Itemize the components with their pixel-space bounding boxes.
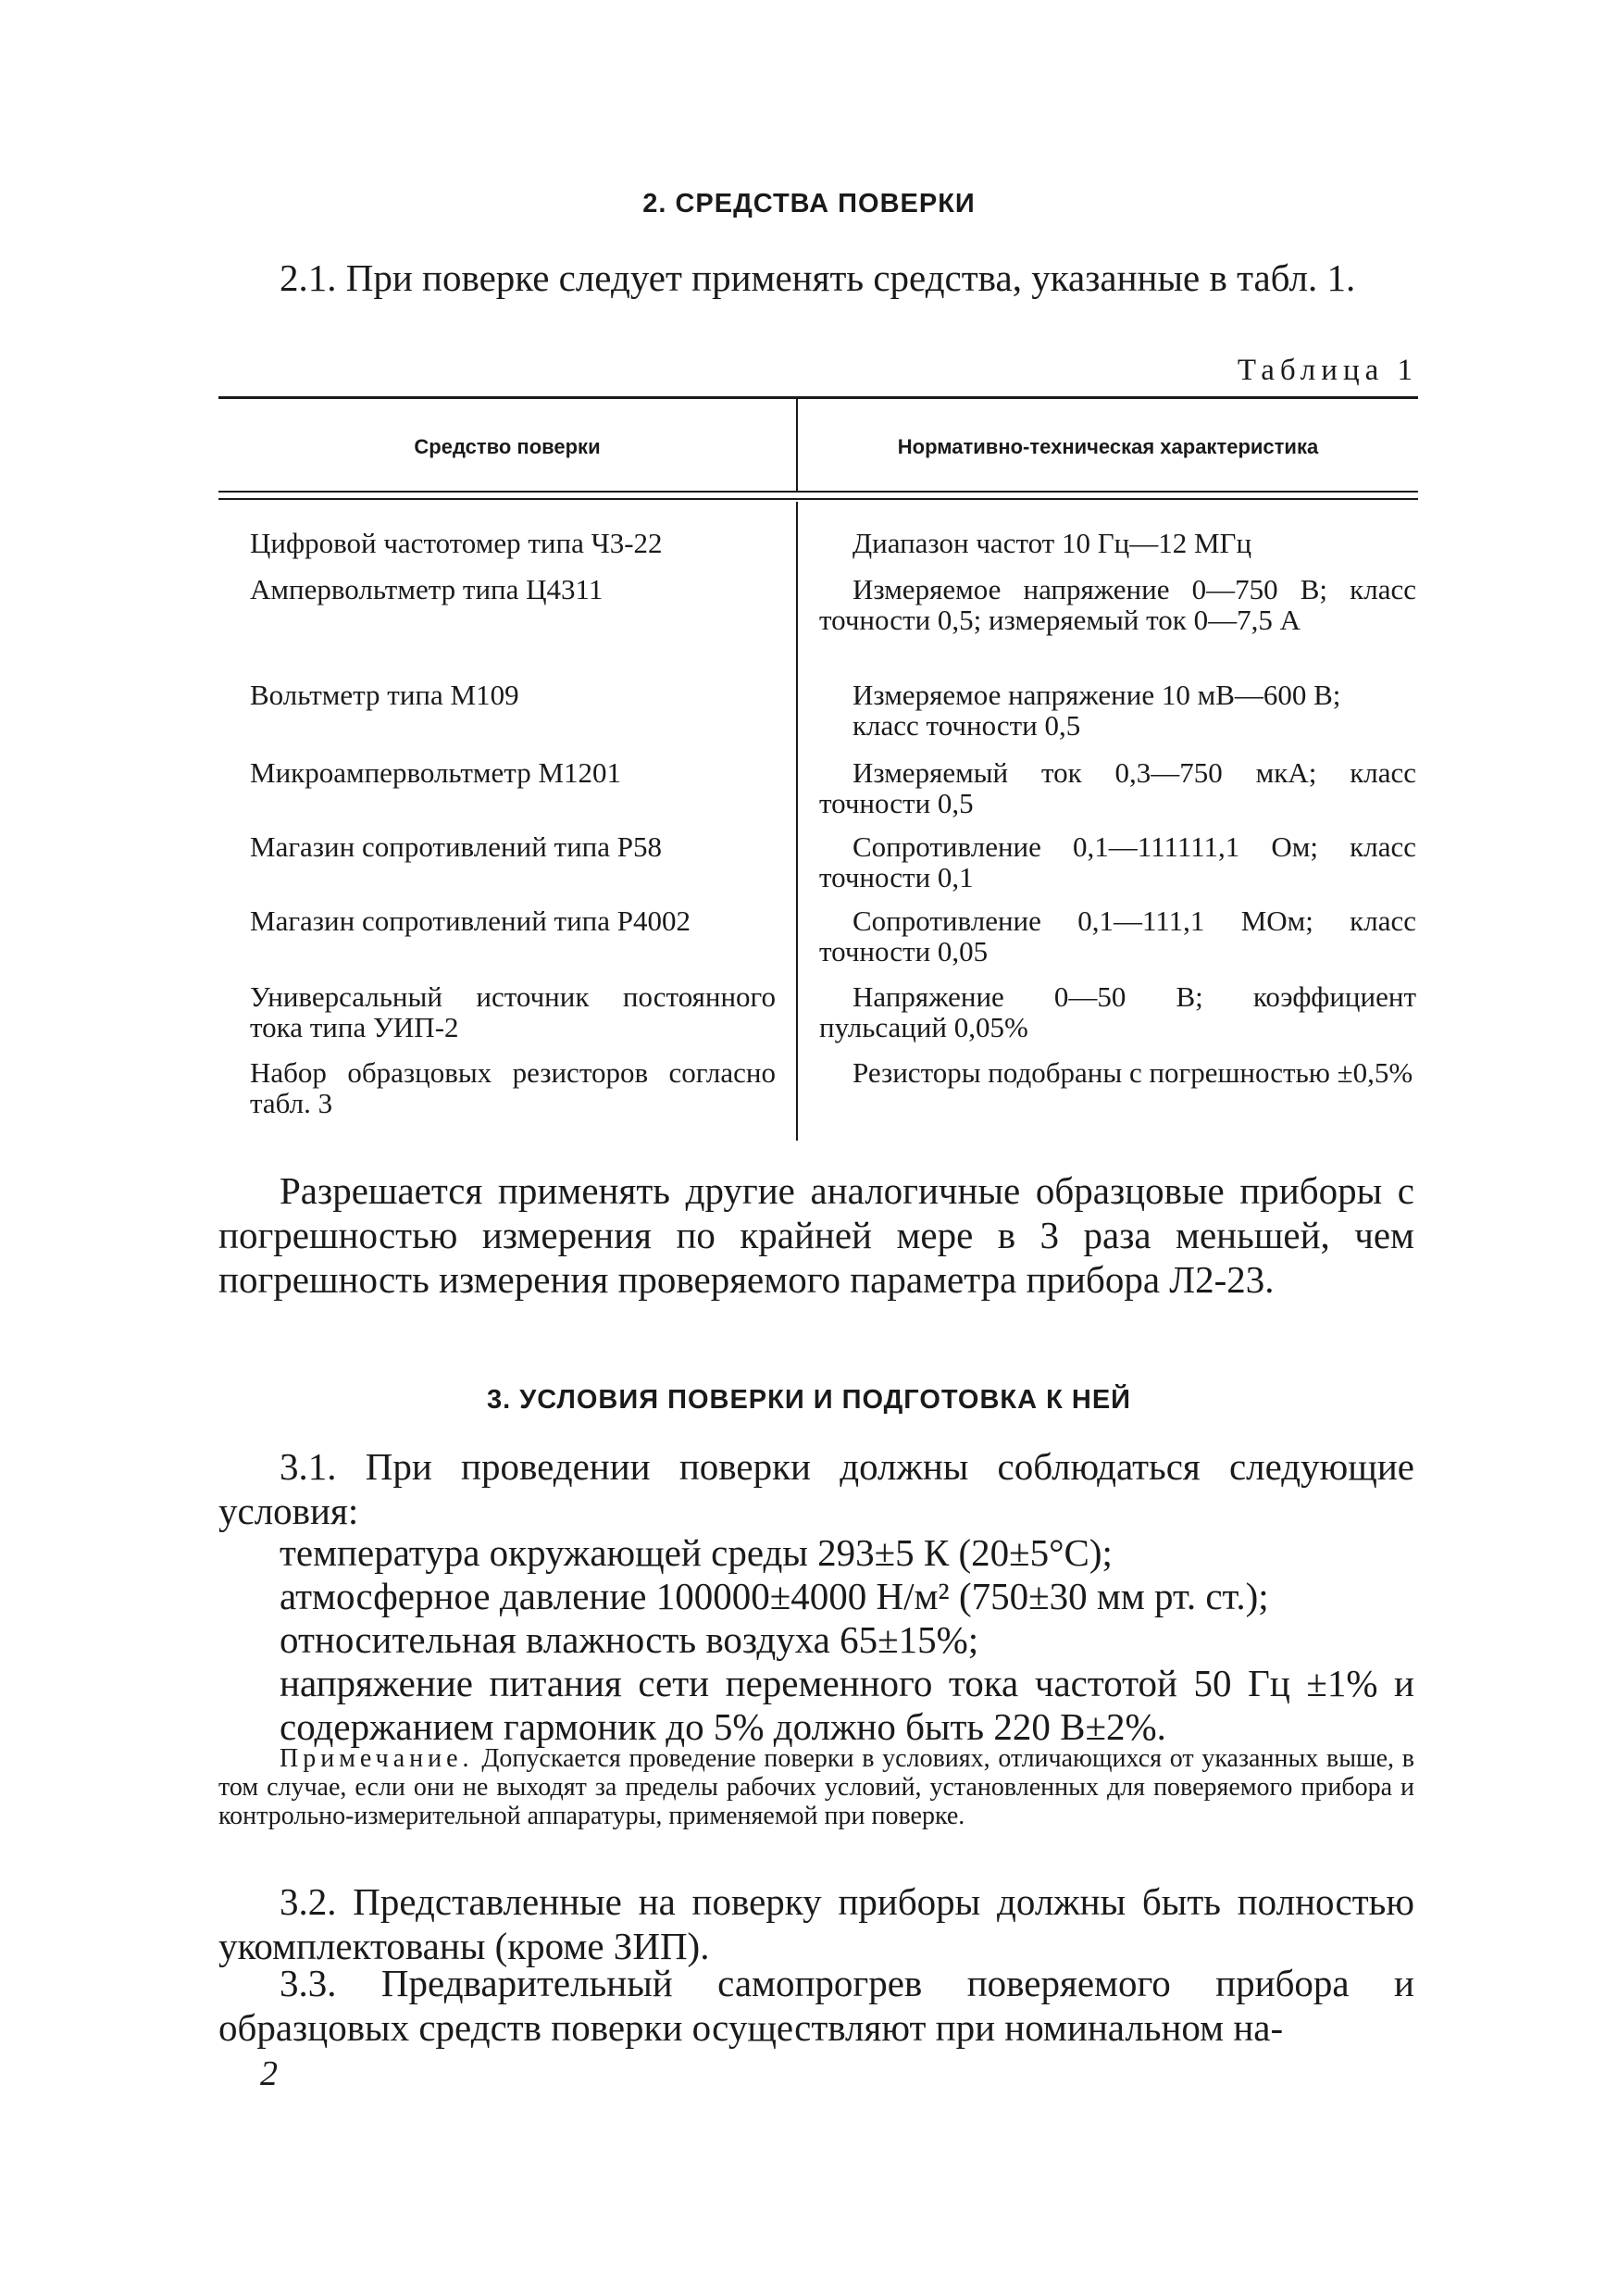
table-cell-tool: Цифровой частотомер типа Ч3-22 xyxy=(250,527,663,559)
table-header-tool: Средство поверки xyxy=(414,435,601,458)
paragraph-3-2: 3.2. Представленные на поверку приборы должны быть полностью укомплектованы (кроме ЗИП). xyxy=(218,1880,1414,1967)
section-2-heading: 2. СРЕДСТВА ПОВЕРКИ xyxy=(642,189,976,218)
table-cell-spec: Диапазон частот 10 Гц—12 МГц xyxy=(853,527,1252,559)
paragraph-3-3: 3.3. Предварительный самопрогрев поверяемого прибора и образцовых средств поверки осуществляют при номинальном на- xyxy=(218,1962,1414,2049)
paragraph-3-1: 3.1. При проведении поверки должны соблюдаться следующие условия: xyxy=(218,1445,1414,1532)
conditions-list xyxy=(218,1531,1414,1749)
table-cell-spec: Измеряемое напряжение 10 мВ—600 В; класс точности 0,5 xyxy=(853,679,1341,742)
table-cell-spec: Резисторы подобраны с погрешностью ±0,5% xyxy=(853,1056,1413,1089)
condition-item: атмосферное давление 100000±4000 Н/м² (750±30 мм рт. ст.); xyxy=(280,1575,1269,1617)
table-header-spec: Нормативно-техническая характеристика xyxy=(897,435,1319,458)
condition-item: относительная влажность воздуха 65±15%; xyxy=(280,1618,979,1661)
table-cell-spec: Измеряемое напряжение 0—750 В; класс точности 0,5; измеряемый ток 0—7,5 А xyxy=(819,573,1416,636)
table-cell-spec: Сопротивление 0,1—111111,1 Ом; класс точности 0,1 xyxy=(819,830,1416,893)
table-cell-tool: Вольтметр типа М109 xyxy=(250,679,519,711)
note xyxy=(218,1744,1414,1830)
table-cell-tool: Ампервольтметр типа Ц4311 xyxy=(250,573,604,605)
table-column-divider xyxy=(796,502,798,1141)
note-label: Примечание. xyxy=(280,1744,474,1773)
table-caption: Таблица 1 xyxy=(1237,354,1418,387)
table-cell-spec: Измеряемый ток 0,3—750 мкА; класс точности 0,5 xyxy=(819,756,1416,819)
table-cell-tool: Магазин сопротивлений типа Р4002 xyxy=(250,905,691,937)
table-cell-tool: Универсальный источник постоянного тока типа УИП-2 xyxy=(250,980,776,1043)
table-cell-spec: Напряжение 0—50 В; коэффициент пульсаций 0,05% xyxy=(819,980,1416,1043)
section-3-heading: 3. УСЛОВИЯ ПОВЕРКИ И ПОДГОТОВКА К НЕЙ xyxy=(487,1385,1131,1415)
condition-item: температура окружающей среды 293±5 К (20±5°С); xyxy=(280,1531,1113,1574)
table-cell-tool: Магазин сопротивлений типа Р58 xyxy=(250,830,663,863)
table-cell-tool: Микроампервольтметр М1201 xyxy=(250,756,622,789)
table-cell-tool: Набор образцовых резисторов согласно табл. 3 xyxy=(250,1056,776,1119)
table-cell-spec: Сопротивление 0,1—111,1 МОм; класс точности 0,05 xyxy=(819,905,1416,967)
table-header-rule-2 xyxy=(218,498,1418,500)
table-top-rule xyxy=(218,396,1418,399)
page-number: 2 xyxy=(260,2054,278,2093)
condition-item: напряжение питания сети переменного тока частотой 50 Гц ±1% и содержанием гармоник до 5% должно быть 220 В±2%. xyxy=(280,1662,1414,1748)
note-text: Допускается проведение поверки в условиях, отличающихся от указанных выше, в том случае, если они не выходят за пределы рабочих условий, установленных для поверяемого прибора и контрольно-измерительной аппаратуры, применяемой при поверке. xyxy=(218,1744,1414,1830)
paragraph-2-1: 2.1. При поверке следует применять средства, указанные в табл. 1. xyxy=(280,256,1356,299)
table-header-rule-1 xyxy=(218,491,1418,493)
paragraph-after-table: Разрешается применять другие аналогичные образцовые приборы с погрешностью измерения по крайней мере в 3 раза меньшей, чем погрешность измерения проверяемого параметра прибора Л2-23. xyxy=(218,1169,1414,1301)
